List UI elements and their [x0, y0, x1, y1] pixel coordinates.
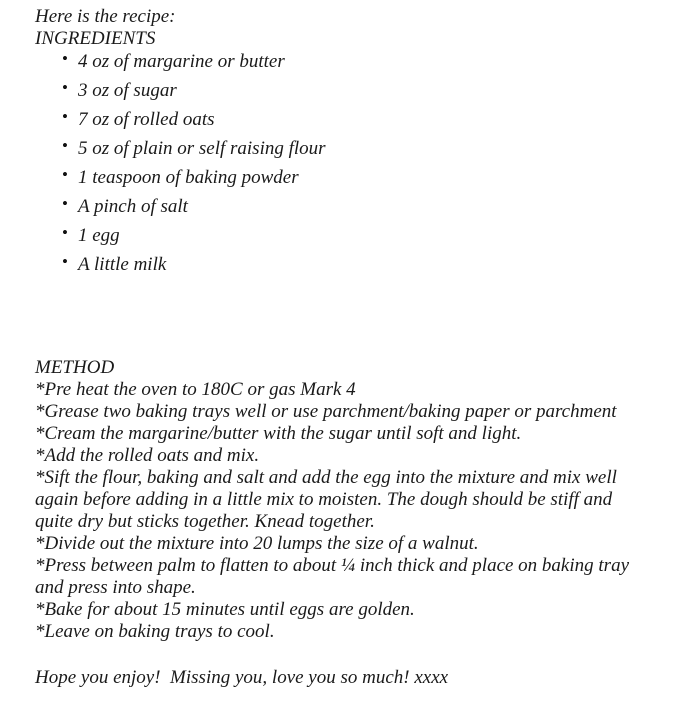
method-step: *Add the rolled oats and mix. — [35, 445, 260, 466]
method-heading: METHOD — [35, 357, 115, 378]
method-step: *Leave on baking trays to cool. — [35, 621, 275, 642]
ingredients-heading: INGREDIENTS — [35, 28, 156, 49]
ingredient-item — [35, 109, 648, 131]
ingredient-text: 1 egg — [78, 225, 120, 246]
ingredient-item — [35, 167, 648, 189]
method-step: *Grease two baking trays well or use parchment/baking paper or parchment — [35, 401, 617, 422]
method-step: *Cream the margarine/butter with the sugar until soft and light. — [35, 423, 522, 444]
ingredient-item — [35, 196, 648, 218]
ingredients-list — [35, 51, 648, 276]
bullet-icon: • — [62, 136, 68, 155]
bullet-icon: • — [62, 165, 68, 184]
bullet-icon: • — [62, 78, 68, 97]
method-step: *Press between palm to flatten to about ¼ inch thick and place on baking tray and press into shape. — [35, 555, 630, 598]
method-step: *Pre heat the oven to 180C or gas Mark 4 — [35, 379, 356, 400]
ingredient-text: 1 teaspoon of baking powder — [78, 167, 299, 188]
intro-line: Here is the recipe: — [35, 6, 176, 27]
ingredient-text: 7 oz of rolled oats — [78, 109, 215, 130]
bullet-icon: • — [62, 252, 68, 271]
ingredient-item — [35, 225, 648, 247]
ingredient-text: A pinch of salt — [78, 196, 188, 217]
ingredient-text: 4 oz of margarine or butter — [78, 51, 285, 72]
bullet-icon: • — [62, 107, 68, 126]
method-step: *Divide out the mixture into 20 lumps the size of a walnut. — [35, 533, 479, 554]
bullet-icon: • — [62, 49, 68, 68]
method-step: *Bake for about 15 minutes until eggs are golden. — [35, 599, 415, 620]
ingredient-item — [35, 80, 648, 102]
closing-line: Hope you enjoy! Missing you, love you so much! xxxx — [35, 667, 449, 688]
ingredient-item — [35, 138, 648, 160]
ingredient-text: 3 oz of sugar — [78, 80, 177, 101]
method-step: *Sift the flour, baking and salt and add the egg into the mixture and mix well again before adding in a little mix to moisten. The dough should be stiff and quite dry but sticks together. Knead together. — [35, 467, 617, 532]
method-section — [35, 357, 631, 643]
bullet-icon: • — [62, 194, 68, 213]
ingredient-item — [35, 51, 648, 73]
ingredient-text: A little milk — [78, 254, 167, 275]
bullet-icon: • — [62, 223, 68, 242]
ingredient-item — [35, 254, 648, 276]
ingredient-text: 5 oz of plain or self raising flour — [78, 138, 326, 159]
